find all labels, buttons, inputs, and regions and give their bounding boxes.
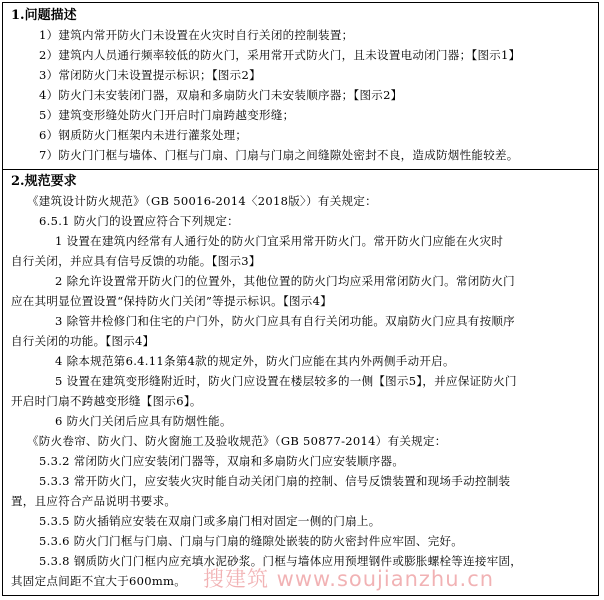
spec-line: 1 设置在建筑内经常有人通行处的防火门宜采用常开防火门。常开防火门应能在火灾时 <box>55 234 504 248</box>
spec-line: 置，且应符合产品说明书要求。 <box>11 494 177 508</box>
spec-line: 2 除允许设置常开防火门的位置外，其他位置的防火门均应采用常闭防火门。常闭防火门 <box>55 274 515 288</box>
document-table <box>2 2 599 596</box>
problem-item: 5）建筑变形缝处防火门开启时门扇跨越变形缝； <box>39 108 295 122</box>
problem-item: 7）防火门门框与墙体、门框与门扇、门扇与门扇之间缝隙处密封不良，造成防烟性能较差。 <box>39 148 519 162</box>
spec-line: 《防火卷帘、防火门、防火窗施工及验收规范》（GB 50877-2014）有关规定： <box>27 434 447 448</box>
spec-line: 5.3.2 常闭防火门应安装闭门器等，双扇和多扇防火门应安装顺序器。 <box>39 454 405 468</box>
spec-line: 自行关闭，并应具有信号反馈的功能。【图示3】 <box>11 254 261 268</box>
watermark: 搜建筑 www.soujianzhu.cn <box>203 567 495 591</box>
problem-item: 2）建筑内人员通行频率较低的防火门，采用常开式防火门，且未设置电动闭门器；【图示1】 <box>39 48 521 62</box>
problem-item: 1）建筑内常开防火门未设置在火灾时自行关闭的控制装置； <box>39 28 354 42</box>
problem-heading: 1.问题描述 <box>11 8 77 23</box>
spec-line: 开启时门扇不跨越变形缝【图示6】。 <box>11 394 202 408</box>
requirements-heading: 2.规范要求 <box>11 174 77 189</box>
problem-item: 3）常闭防火门未设置提示标识；【图示2】 <box>39 68 261 82</box>
problem-section <box>3 3 598 170</box>
spec-line: 5.3.8 钢质防火门门框内应充填水泥砂浆。门框与墙体应用预埋钢件或膨胀螺栓等连接牢固， <box>39 554 523 568</box>
spec-line: 4 除本规范第6.4.11条第4款的规定外，防火门应能在其内外两侧手动开启。 <box>55 354 455 368</box>
requirements-section <box>3 170 598 595</box>
spec-line: 6 防火门关闭后应具有防烟性能。 <box>55 414 232 428</box>
spec-line: 自行关闭的功能。【图示4】 <box>11 334 155 348</box>
spec-line: 6.5.1 防火门的设置应符合下列规定： <box>39 214 239 228</box>
spec-line: 5.3.6 防火门门框与门扇、门扇与门扇的缝隙处嵌装的防火密封件应牢固、完好。 <box>39 534 464 548</box>
problem-item: 6）钢质防火门框架内未进行灌浆处理； <box>39 128 248 142</box>
spec-line: 5.3.3 常开防火门，应安装火灾时能自动关闭门扇的控制、信号反馈装置和现场手动控制装 <box>39 474 511 488</box>
problem-item: 4）防火门未安装闭门器，双扇和多扇防火门未安装顺序器；【图示2】 <box>39 88 403 102</box>
spec-line: 《建筑设计防火规范》（GB 50016-2014〈2018版〉）有关规定： <box>27 194 377 208</box>
spec-line: 5 设置在建筑变形缝附近时，防火门应设置在楼层较多的一侧【图示5】，并应保证防火门 <box>55 374 517 388</box>
spec-line: 其固定点间距不宜大于600mm。 <box>11 574 187 588</box>
spec-line: 3 除管井检修门和住宅的户门外，防火门应具有自行关闭功能。双扇防火门应具有按顺序 <box>55 314 515 328</box>
spec-line: 5.3.5 防火插销应安装在双扇门或多扇门相对固定一侧的门扇上。 <box>39 514 381 528</box>
spec-line: 应在其明显位置设置“保持防火门关闭”等提示标识。【图示4】 <box>11 294 333 308</box>
